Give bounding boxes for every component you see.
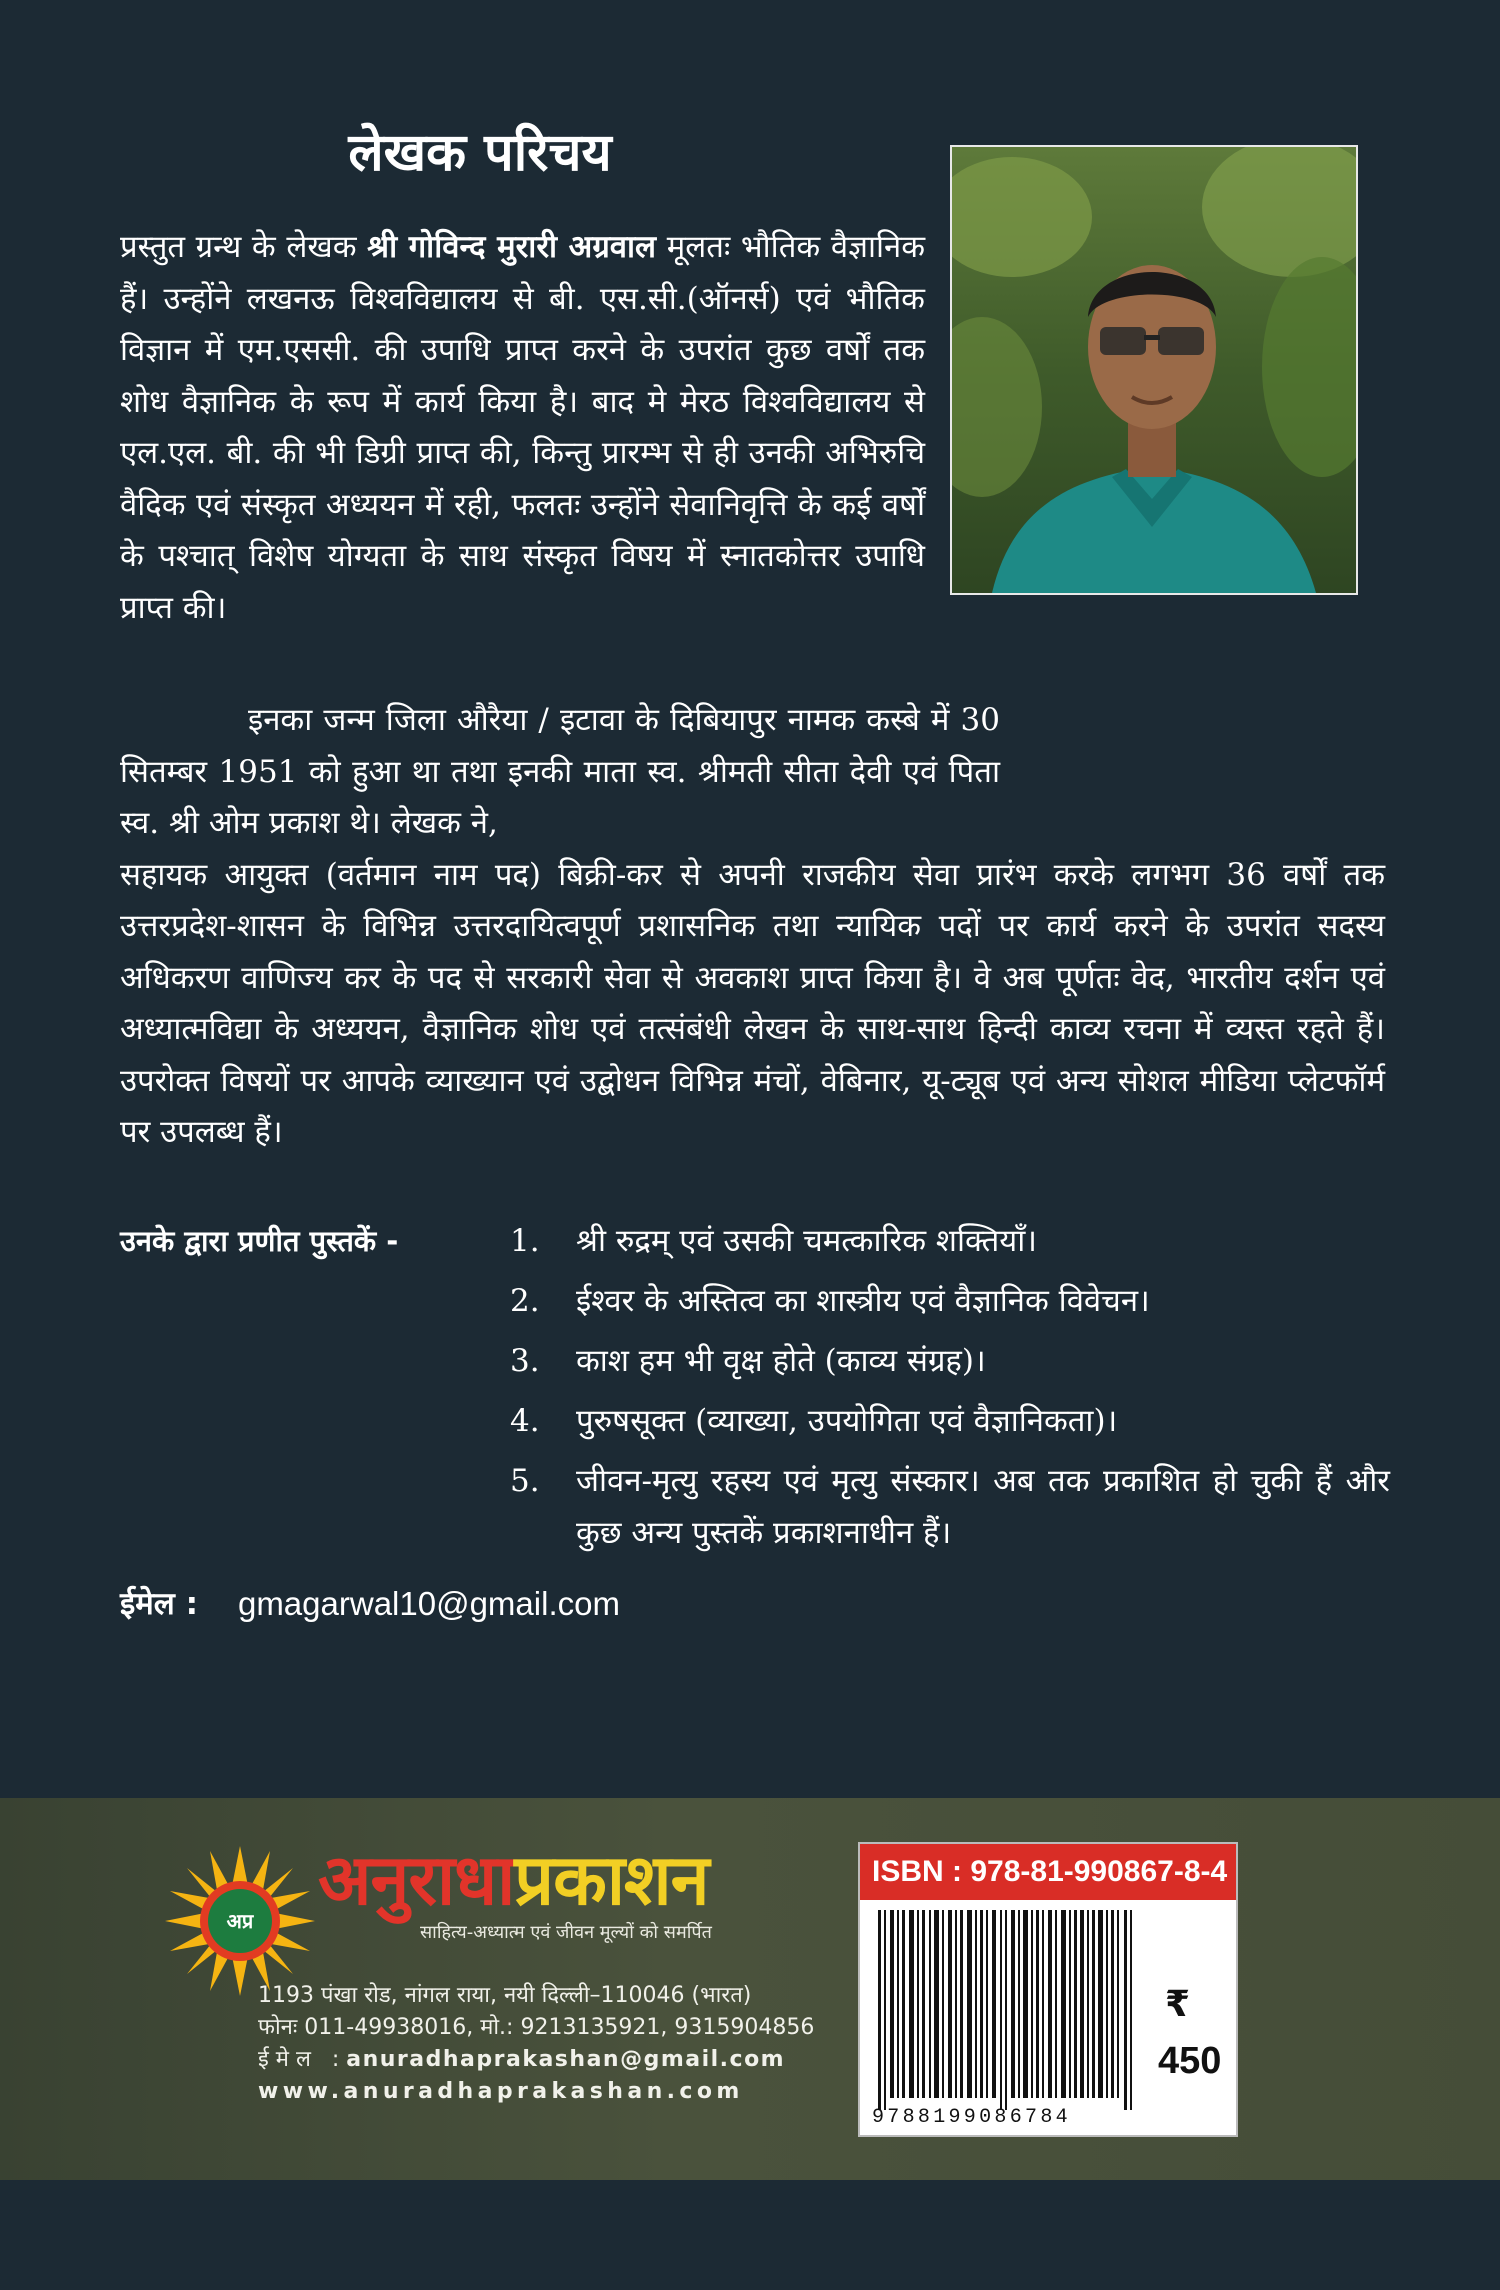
rupee-icon: ₹ [1165, 1984, 1191, 2025]
publisher-name-part1: अनुराधा [318, 1838, 515, 1921]
publisher-phone: फोनः 011-49938016, मो.: 9213135921, 9315904856 [258, 2015, 815, 2040]
bio-paragraph-2 [120, 695, 1385, 1159]
book-title: पुरुषसूक्त (व्याख्या, उपयोगिता एवं वैज्ञानिकता)। [576, 1403, 1118, 1439]
publisher-email-label: ई मे ल : [258, 2047, 340, 2072]
list-number: 5. [510, 1463, 540, 1499]
author-photo-image [952, 147, 1356, 593]
publisher-footer [0, 1798, 1500, 2180]
publisher-email-row [258, 2044, 818, 2076]
isbn-box [858, 1842, 1238, 2137]
publisher-website-link[interactable]: www.anuradhaprakashan.com [258, 2079, 744, 2104]
author-email-link[interactable]: gmagarwal10@gmail.com [237, 1585, 620, 1622]
publisher-name [318, 1836, 708, 1924]
barcode-icon [872, 1910, 1140, 2110]
sun-logo-icon [165, 1846, 315, 1996]
author-photo [950, 145, 1358, 595]
isbn-label: ISBN : 978-81-990867-8-4 [860, 1844, 1236, 1900]
publisher-email-link[interactable]: anuradhaprakashan@gmail.com [346, 2047, 786, 2072]
list-number: 2. [510, 1283, 540, 1319]
price-value: 450 [1158, 2040, 1222, 2082]
bio-intro: प्रस्तुत ग्रन्थ के लेखक [120, 229, 368, 265]
books-label: उनके द्वारा प्रणीत पुस्तकें - [120, 1224, 399, 1258]
book-title: जीवन-मृत्यु रहस्य एवं मृत्यु संस्कार। अब तक प्रकाशित हो चुकी हैं और कुछ अन्य पुस्तकें प्रकाशनाधीन हैं। [576, 1463, 1390, 1551]
book-title: काश हम भी वृक्ष होते (काव्य संग्रह)। [576, 1343, 986, 1379]
bio-career: सहायक आयुक्त (वर्तमान नाम पद) बिक्री-कर से अपनी राजकीय सेवा प्रारंभ करके लगभग 36 वर्षों तक उत्तरप्रदेश-शासन के विभिन्न उत्तरदायित्वपूर्ण प्रशासनिक तथा न्यायिक पदों पर कार्य करने के उपरांत सदस्य अधिकरण वाणिज्य कर के पद से सरकारी सेवा से अवकाश प्राप्त किया है। वे अब पूर्णतः वेद, भारतीय दर्शन एवं अध्यात्मविद्या के अध्ययन, वैज्ञानिक शोध एवं तत्संबंधी लेखन के साथ-साथ हिन्दी काव्य रचना में व्यस्त रहते हैं। उपरोक्त विषयों पर आपके व्याख्यान एवं उद्बोधन विभिन्न मंचों, वेबिनार, यू-ट्यूब एवं अन्य सोशल मीडिया प्लेटफॉर्म पर उपलब्ध हैं। [120, 856, 1385, 1150]
list-item [510, 1215, 1390, 1267]
books-list [510, 1215, 1390, 1567]
author-email-row [120, 1578, 620, 1630]
bio-education: मूलतः भौतिक वैज्ञानिक हैं। उन्होंने लखनऊ विश्वविद्यालय से बी. एस.सी.(ऑनर्स) एवं भौतिक विज्ञान में एम.एससी. की उपाधि प्राप्त करने के उपरांत कुछ वर्षों तक शोध वैज्ञानिक के रूप में कार्य किया है। बाद मे मेरठ विश्वविद्यालय से एल.एल. बी. की भी डिग्री प्राप्त की, किन्तु प्रारम्भ से ही उनकी अभिरुचि वैदिक एवं संस्कृत अध्ययन में रही, फलतः उन्होंने सेवानिवृत्ति के कई वर्षों के पश्चात् विशेष योग्यता के साथ संस्कृत विषय में स्नातकोत्तर उपाधि प्राप्त की। [120, 229, 926, 626]
publisher-address: 1193 पंखा रोड, नांगल राया, नयी दिल्ली–110046 (भारत) [258, 1983, 752, 2008]
publisher-tagline: साहित्य-अध्यात्म एवं जीवन मूल्यों को समर्पित [420, 1922, 712, 1943]
author-name: श्री गोविन्द मुरारी अग्रवाल [367, 229, 657, 265]
bio-birth: इनका जन्म जिला औरैया / इटावा के दिबियापुर नामक कस्बे में 30 सितम्बर 1951 को हुआ था तथा इनकी माता स्व. श्रीमती सीता देवी एवं पिता स्व. श्री ओम प्रकाश थे। लेखक ने, [120, 702, 1000, 841]
email-label: ईमेल : [120, 1586, 198, 1622]
bio-paragraph-1 [120, 222, 925, 634]
logo-text: अप्र [226, 1909, 254, 1933]
publisher-contact [258, 1980, 818, 2108]
list-number: 4. [510, 1403, 540, 1439]
page-title: लेखक परिचय [348, 123, 612, 183]
publisher-name-part2: प्रकाशन [514, 1838, 709, 1921]
list-number: 3. [510, 1343, 540, 1379]
list-item [510, 1395, 1390, 1447]
list-item [510, 1275, 1390, 1327]
book-title: ईश्वर के अस्तित्व का शास्त्रीय एवं वैज्ञानिक विवेचन। [576, 1283, 1150, 1319]
list-item [510, 1335, 1390, 1387]
list-number: 1. [510, 1223, 540, 1259]
book-title: श्री रुद्रम् एवं उसकी चमत्कारिक शक्तियाँ। [576, 1223, 1038, 1259]
barcode-digits: 9788199086784 [872, 2106, 1071, 2129]
list-item [510, 1455, 1390, 1559]
